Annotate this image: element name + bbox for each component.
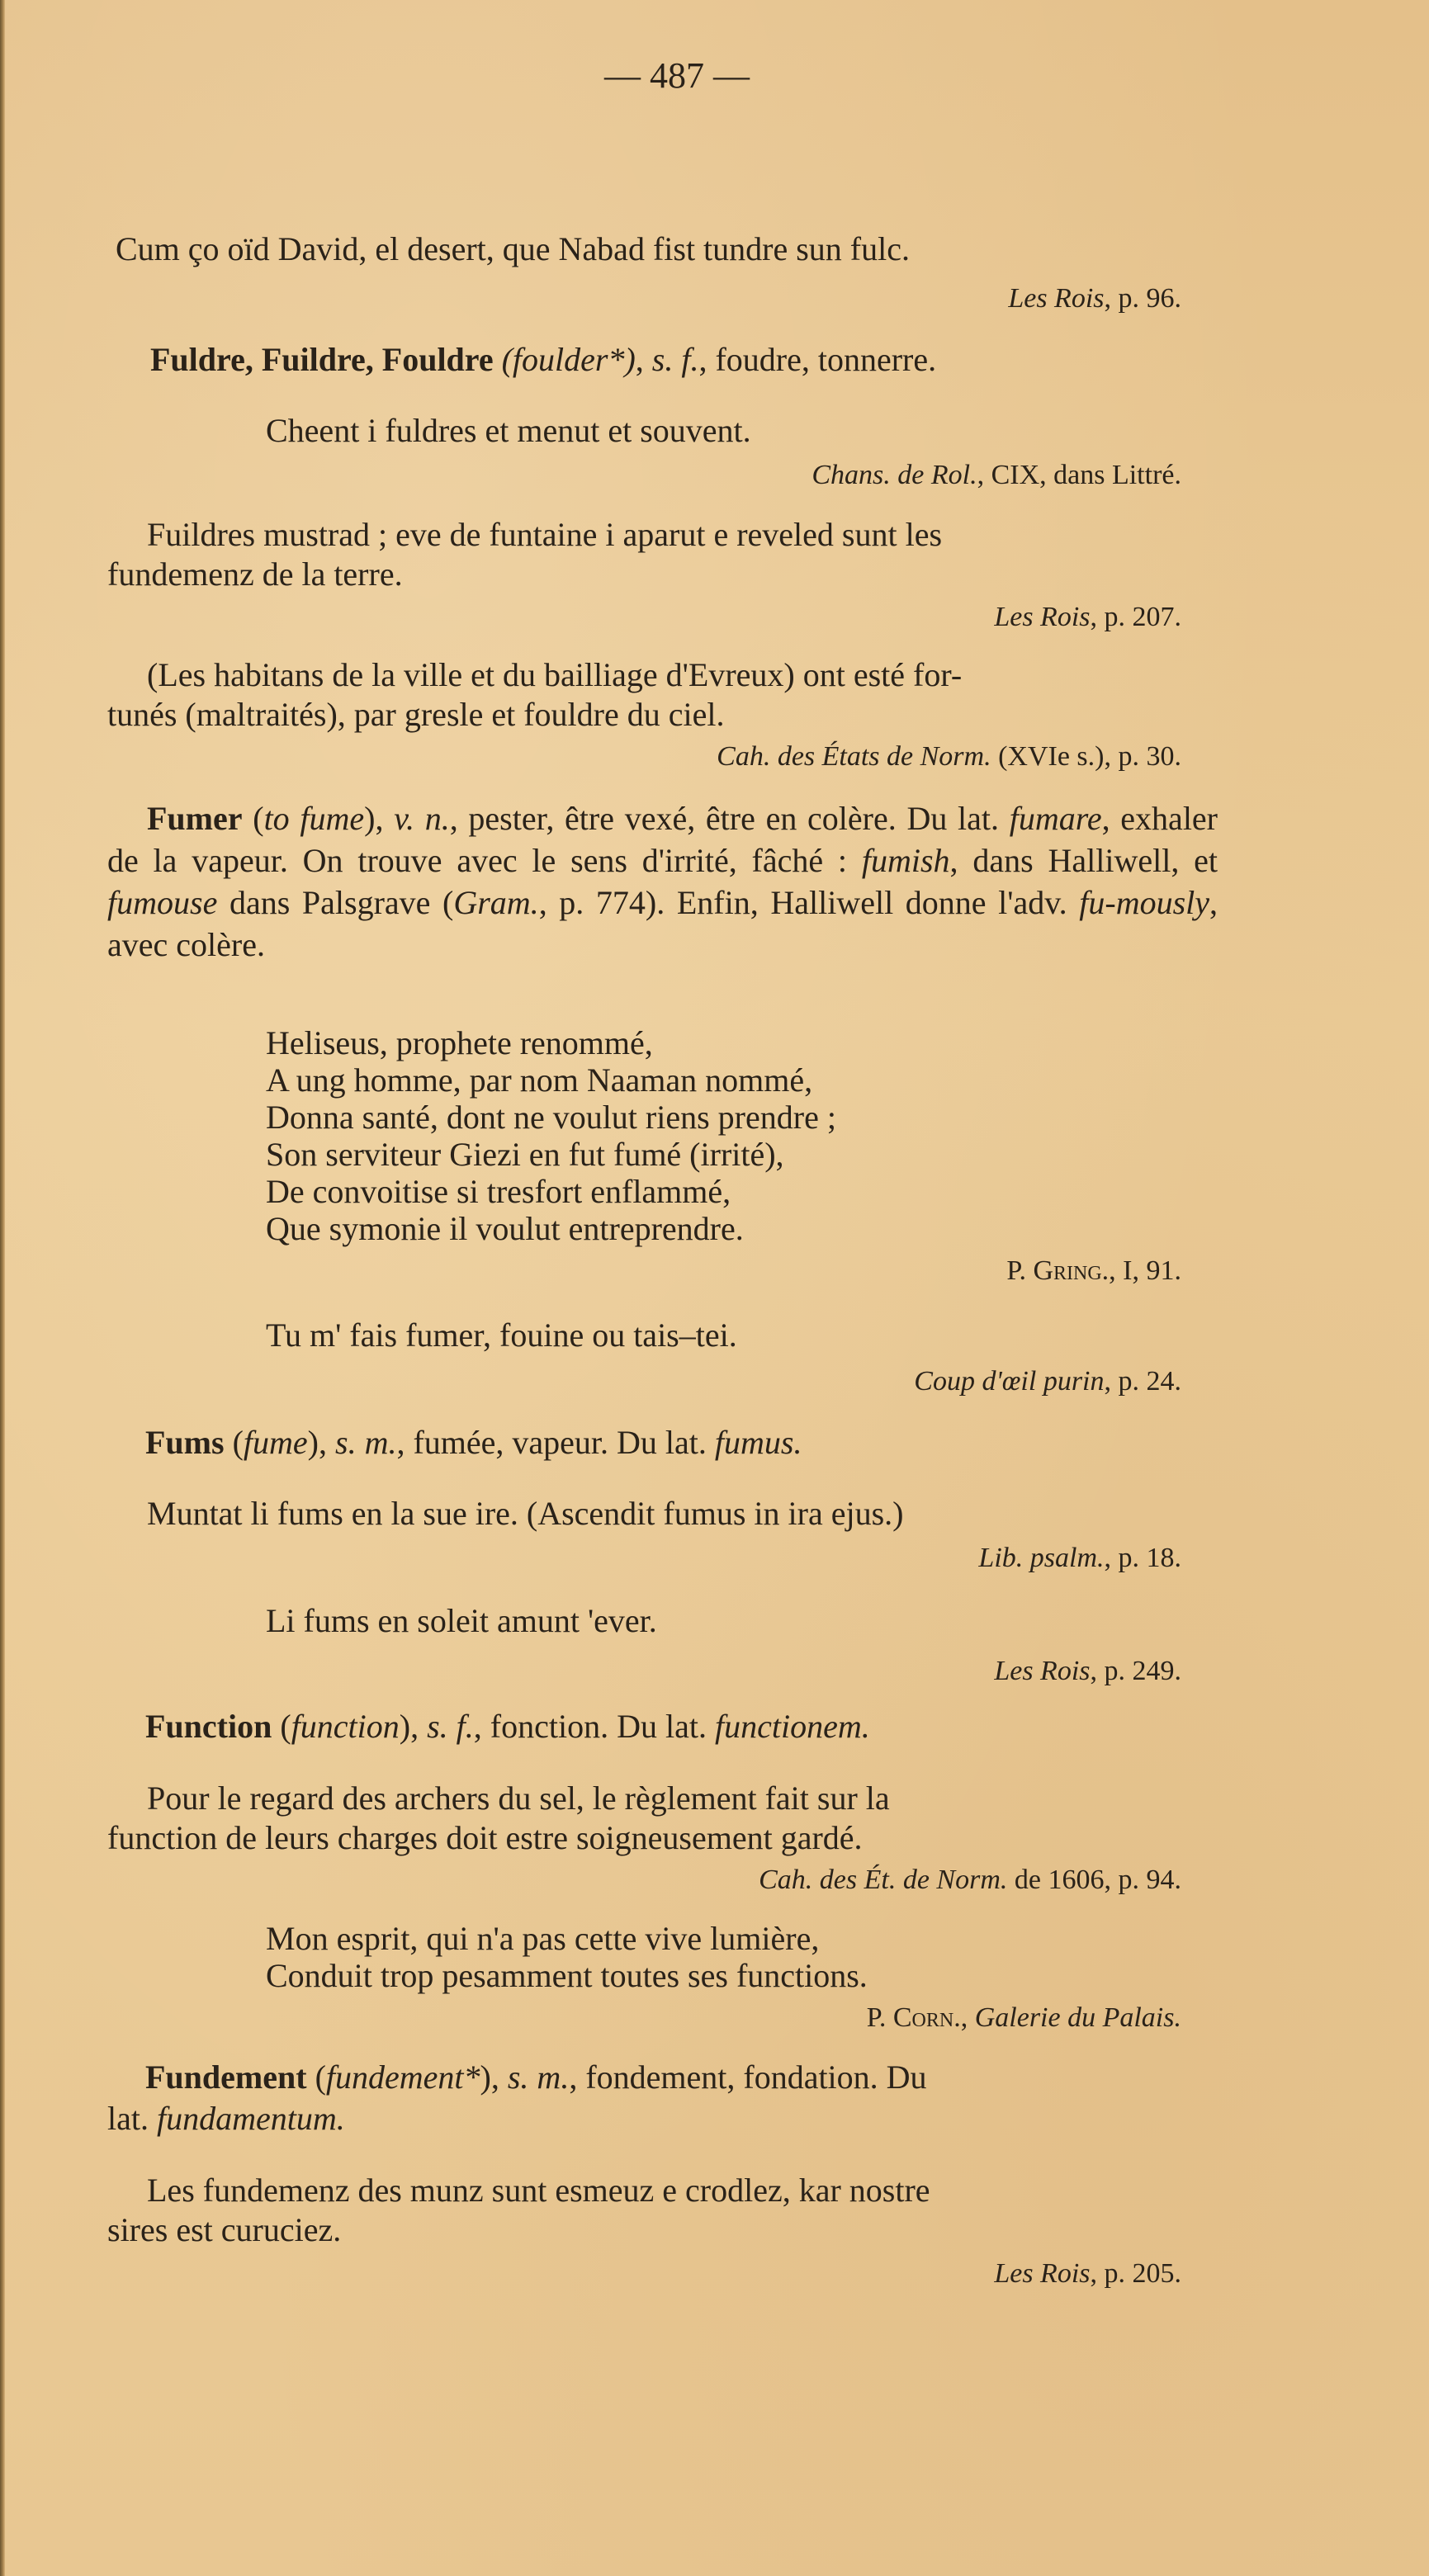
citation-ref: de 1606, p. 94. bbox=[1007, 1865, 1181, 1895]
english-word: fumish bbox=[861, 842, 950, 879]
headword: Fums bbox=[145, 1424, 225, 1461]
citation-author: P. Corn. bbox=[866, 2002, 961, 2033]
citation bbox=[1008, 282, 1181, 315]
page-number: — 487 — bbox=[604, 55, 750, 96]
english-word: fu- bbox=[1079, 884, 1116, 921]
quote-line: sires est curuciez. bbox=[107, 2211, 342, 2248]
entry-fums: Fums (fume), s. m., fumée, vapeur. Du lat. fumus. bbox=[145, 1424, 802, 1461]
quote-line: Fuildres mustrad ; eve de funtaine i aparut e reveled sunt les bbox=[147, 516, 943, 553]
citation-title: Cah. des Ét. de Norm. bbox=[759, 1865, 1008, 1895]
definition-continued bbox=[107, 2099, 345, 2139]
binding-edge bbox=[0, 0, 5, 2576]
citation-ref: (XVIe s.), p. 30. bbox=[991, 741, 1181, 772]
definition: , fondement, fondation. Du bbox=[569, 2058, 927, 2096]
quote-line: Pour le regard des archers du sel, le règlement fait sur la bbox=[147, 1780, 890, 1817]
quote-line: Tu m' fais fumer, fouine ou tais–tei. bbox=[266, 1316, 737, 1354]
quote-line: Cum ço oïd David, el desert, que Nabad fist tundre sun fulc. bbox=[116, 230, 910, 267]
quote-line: fundemenz de la terre. bbox=[107, 555, 403, 593]
citation-title: Les Rois bbox=[994, 602, 1091, 632]
quote-line: Les fundemenz des munz sunt esmeuz e crodlez, kar nostre bbox=[147, 2172, 930, 2209]
citation-ref: , p. 96. bbox=[1104, 283, 1181, 314]
verse-line: De convoitise si tresfort enflammé, bbox=[266, 1173, 731, 1210]
citation bbox=[914, 1365, 1181, 1398]
citation-author: P. Gring. bbox=[1006, 1255, 1110, 1286]
text: , p. 774). Enfin, Halliwell donne l'adv. bbox=[538, 884, 1080, 921]
citation bbox=[994, 601, 1181, 634]
text: , exhaler de la vapeur. On trouve avec le sens bbox=[107, 800, 1218, 879]
etymology: (foulder*) bbox=[501, 341, 636, 378]
headword: Fumer bbox=[147, 800, 243, 837]
entry-fumer: Fumer (to fume), v. n., pester, être vexé, être en colère. Du lat. fumare, exhaler de la vapeur. On trouve avec le sens d'irrité, fâché : fumish, dans Halliwell, et fumouse dans Palsgrave (Gram., p. 774). Enfin, Halliwell donne l'adv. fu-mously, avec colère. bbox=[107, 800, 1218, 963]
quote-line: (Les habitans de la ville et du bailliage d'Evreux) ont esté for- bbox=[147, 656, 963, 693]
citation bbox=[994, 1655, 1181, 1688]
grammar: s. f. bbox=[427, 1708, 474, 1745]
citation bbox=[812, 459, 1181, 492]
verse-line: Que symonie il voulut entreprendre. bbox=[266, 1210, 744, 1247]
headword: Function bbox=[145, 1708, 272, 1745]
citation-ref: , p. 207. bbox=[1090, 602, 1181, 632]
definition: , fonction. Du lat. bbox=[473, 1708, 715, 1745]
definition: , pester, être vexé, être en colère. bbox=[449, 800, 897, 837]
citation-title: Cah. des États de Norm. bbox=[717, 741, 991, 772]
citation-ref: , I, 91. bbox=[1109, 1255, 1181, 1286]
text: , avec colère. bbox=[107, 884, 1218, 963]
citation-title: Lib. psalm. bbox=[978, 1543, 1105, 1573]
latin-word: fundamentum. bbox=[156, 2100, 345, 2137]
citation bbox=[994, 2257, 1181, 2290]
citation-ref: , p. 205. bbox=[1090, 2258, 1181, 2289]
entry-fundement: Fundement (fundement*), s. m., fondement, fondation. Du bbox=[145, 2058, 927, 2096]
citation-title: Coup d'œil purin bbox=[914, 1366, 1105, 1397]
verse-line: Mon esprit, qui n'a pas cette vive lumière, bbox=[266, 1920, 820, 1957]
definition: , fumée, vapeur. Du lat. bbox=[396, 1424, 715, 1461]
citation: P. Corn., Galerie du Palais. bbox=[866, 2002, 1181, 2033]
grammar: s. f. bbox=[651, 341, 699, 378]
citation-title: Les Rois bbox=[994, 2258, 1091, 2289]
latin-word: functionem. bbox=[714, 1708, 870, 1745]
citation-title: Chans. de Rol. bbox=[812, 460, 977, 490]
citation bbox=[978, 1542, 1181, 1575]
citation bbox=[1006, 1255, 1181, 1288]
quote-line: Muntat li fums en la sue ire. (Ascendit fumus in ira ejus.) bbox=[147, 1495, 904, 1532]
english-word: mously bbox=[1115, 884, 1210, 921]
grammar: v. n. bbox=[394, 800, 450, 837]
etymology: function bbox=[291, 1708, 400, 1745]
quote-line: function de leurs charges doit estre soigneusement gardé. bbox=[107, 1819, 863, 1856]
work-title: Gram. bbox=[453, 884, 539, 921]
text: d'irrité, fâché : bbox=[641, 842, 862, 879]
definition: , foudre, tonnerre. bbox=[698, 341, 937, 378]
text: lat. bbox=[107, 2100, 157, 2137]
etymology: fundement* bbox=[325, 2058, 480, 2096]
citation-title: Les Rois bbox=[1008, 283, 1105, 314]
text: dans bbox=[217, 884, 291, 921]
verse-line: Donna santé, dont ne voulut riens prendre ; bbox=[266, 1099, 836, 1136]
latin-word: fumus. bbox=[714, 1424, 802, 1461]
citation-ref: , p. 18. bbox=[1104, 1543, 1181, 1573]
entry-fuldre: Fuldre, Fuildre, Fouldre (foulder*), s. f., foudre, tonnerre. bbox=[150, 341, 937, 378]
text: Du lat. bbox=[906, 800, 1010, 837]
latin-word: fumare bbox=[1009, 800, 1102, 837]
verse-line: Son serviteur Giezi en fut fumé (irrité), bbox=[266, 1136, 784, 1173]
english-word: fumouse bbox=[107, 884, 218, 921]
citation-ref: , p. 249. bbox=[1090, 1656, 1181, 1686]
verse-line: Conduit trop pesamment toutes ses functions. bbox=[266, 1957, 868, 1994]
citation bbox=[717, 740, 1181, 773]
text: Palsgrave ( bbox=[301, 884, 454, 921]
quote-line: Li fums en soleit amunt 'ever. bbox=[266, 1602, 657, 1639]
citation-title: Galerie du Palais. bbox=[974, 2002, 1181, 2033]
quote-line: Cheent i fuldres et menut et souvent. bbox=[266, 412, 751, 449]
text: , dans Halliwell, et bbox=[949, 842, 1218, 879]
citation-title: Les Rois bbox=[994, 1656, 1091, 1686]
etymology: to fume bbox=[263, 800, 365, 837]
verse-line: A ung homme, par nom Naaman nommé, bbox=[266, 1061, 813, 1099]
verse-line: Heliseus, prophete renommé, bbox=[266, 1024, 653, 1061]
citation-ref: , p. 24. bbox=[1104, 1366, 1181, 1397]
entry-function: Function (function), s. f., fonction. Du lat. functionem. bbox=[145, 1708, 870, 1745]
citation bbox=[759, 1864, 1181, 1897]
grammar: s. m. bbox=[507, 2058, 570, 2096]
headword: Fundement bbox=[145, 2058, 307, 2096]
headword: Fuldre, Fuildre, Fouldre bbox=[150, 341, 494, 378]
citation-ref: , CIX, dans Littré. bbox=[977, 460, 1181, 490]
grammar: s. m. bbox=[335, 1424, 397, 1461]
etymology: fume bbox=[243, 1424, 308, 1461]
quote-line: tunés (maltraités), par gresle et fouldre du ciel. bbox=[107, 696, 725, 733]
